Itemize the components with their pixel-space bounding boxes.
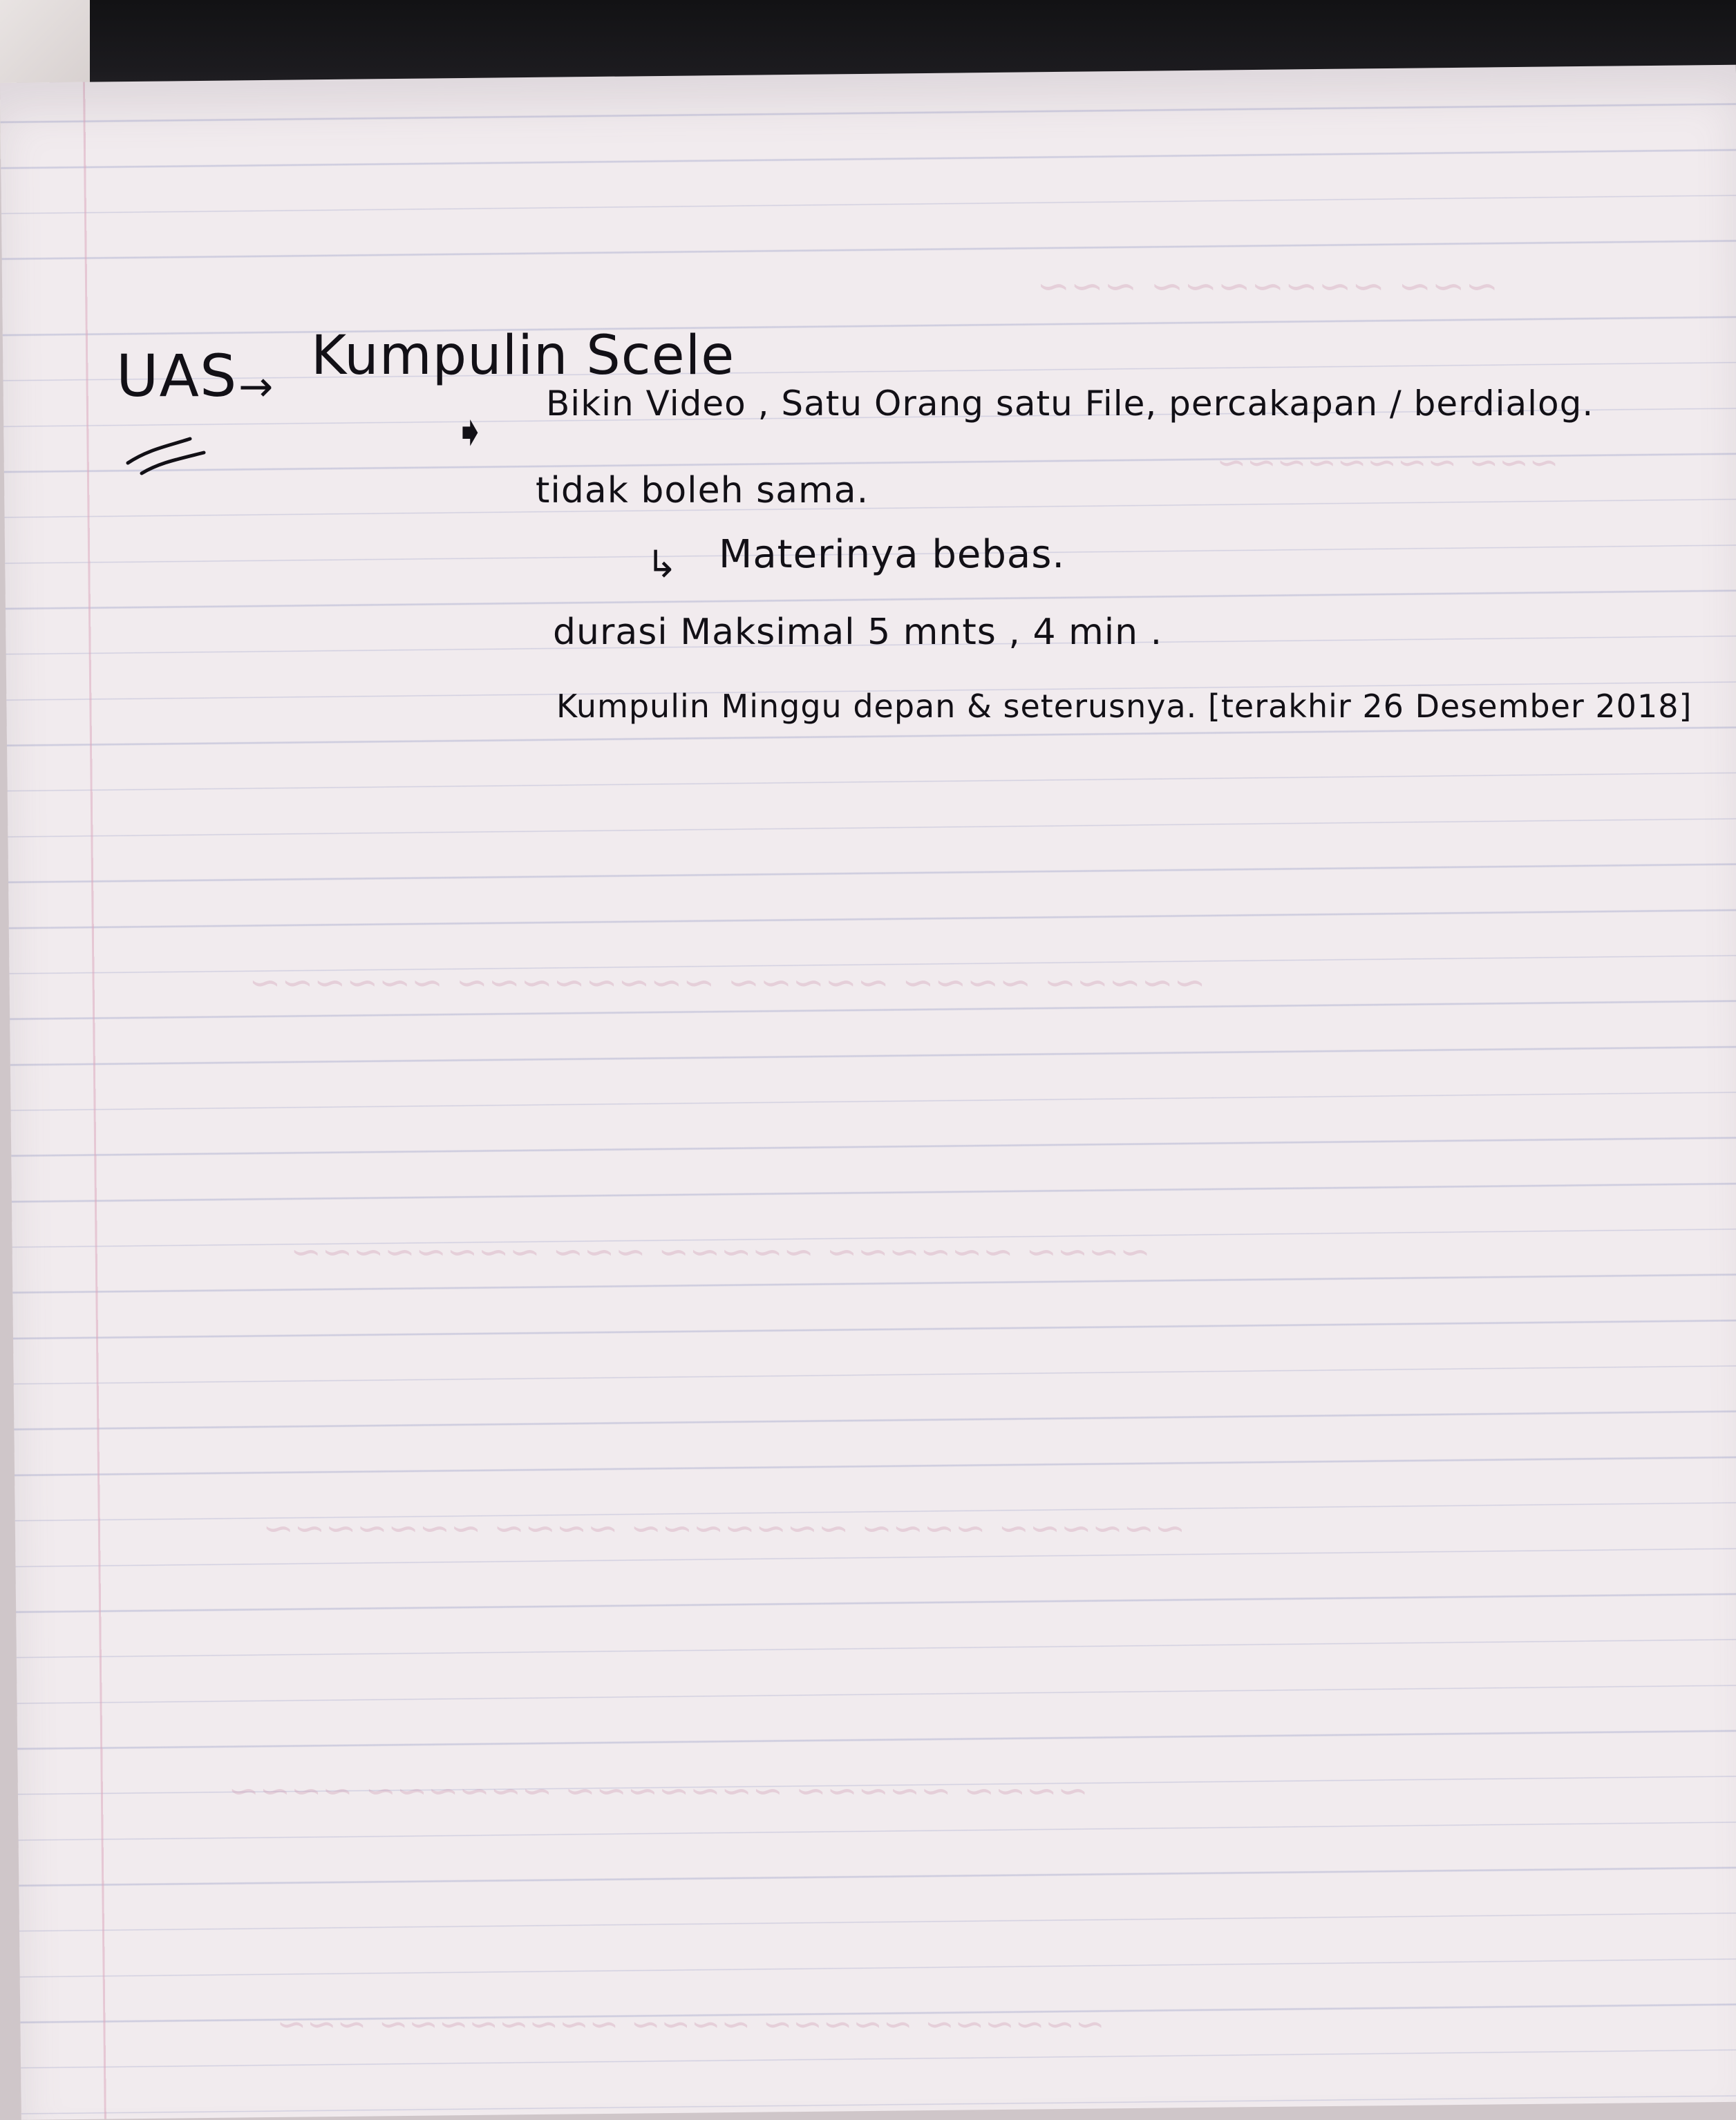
note-line-5: Kumpulin Minggu depan & seterusnya. [terakhir 26 Desember 2018] bbox=[556, 688, 1692, 725]
uas-heading: UAS bbox=[116, 342, 238, 410]
underline-mark bbox=[121, 432, 218, 480]
note-line-3: Materinya bebas. bbox=[719, 532, 1066, 577]
kumpulin-scele-text: Kumpulin Scele bbox=[311, 325, 735, 387]
note-line-2: tidak boleh sama. bbox=[536, 470, 869, 511]
arrow-return-icon: ↳ bbox=[646, 542, 679, 586]
bullet-arrow-icon: ➧ bbox=[453, 408, 489, 456]
note-line-1: Bikin Video , Satu Orang satu File, percakapan / berdialog. bbox=[546, 384, 1594, 424]
arrow-icon: → bbox=[238, 363, 274, 411]
show-through-texture: ~~~ ~~~~~~~ ~~~ ~~~ ~~~~~~~~ ~~~~~ ~~~~ ~~~~~ ~~~~~~~~ ~~~~~~ ~~~~ ~~~~~~ ~~~~~ ~~~ ~~~~~~~~ ~~~~~~ ~~~~ ~~~~~~~ ~~~~ ~~~~~~~ ~~~~ ~~~~~ ~~~~~~~ ~~~~~~ ~~~~ ~~~~~~ ~~~~~ ~~~~ ~~~~~~~~ ~~~ bbox=[228, 263, 1559, 2045]
note-line-4: durasi Maksimal 5 mnts , 4 min . bbox=[553, 612, 1163, 653]
